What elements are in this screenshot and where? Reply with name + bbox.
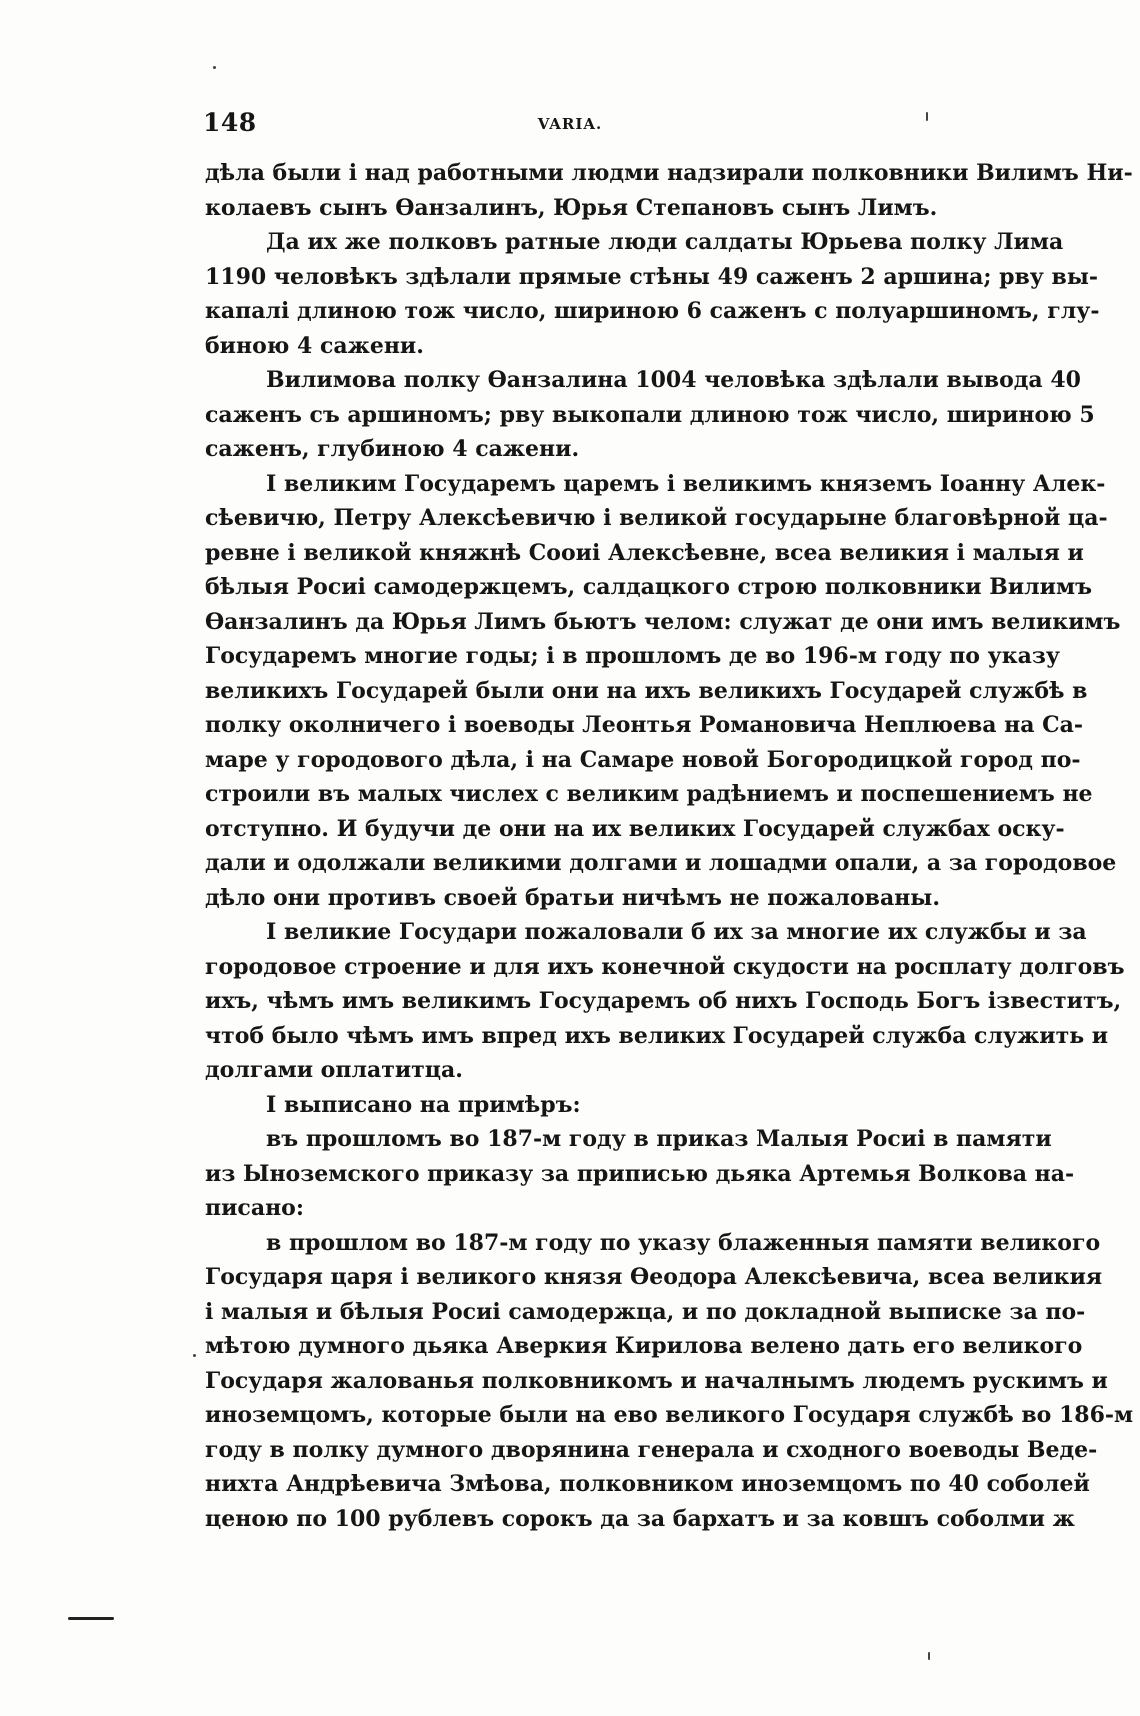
text-line: писано: [205, 1195, 304, 1221]
text-line: дѣла были і над работными людми надзирали полковники Вилимъ Ни- [205, 160, 1133, 186]
text-line: въ прошломъ во 187-м году в приказ Малыя Росиі в памяти [266, 1126, 1052, 1152]
text-line: маре у городового дѣла, і на Самаре новой Богородицкой город по- [205, 746, 1081, 773]
text-line: великихъ Государей были они на ихъ великихъ Государей службѣ в [205, 677, 1088, 704]
text-line: і малыя и бѣлыя Росиі самодержца, и по докладной выписке за по- [205, 1298, 1086, 1325]
text-line: ихъ, чѣмъ имъ великимъ Государемъ об нихъ Господь Богъ ізвеститъ, [205, 988, 1122, 1014]
text-line: чтоб было чѣмъ имъ впред ихъ великих Государей служба служить и [205, 1022, 1109, 1049]
text-line: І выписано на примѣръ: [266, 1091, 581, 1118]
text-line: 1190 человѣкъ здѣлали прямые стѣны 49 саженъ 2 аршина; рву вы- [205, 263, 1099, 290]
text-line: ревне і великой княжнѣ Сооиі Алексѣевне, всеа великия і малыя и [205, 539, 1084, 566]
scan-speck [928, 1652, 930, 1660]
text-line: строили въ малых числех с великим радѣниемъ и поспешениемъ не [205, 781, 1093, 807]
text-line: капалі длиною тож число, шириною 6 саженъ с полуаршиномъ, глу- [205, 298, 1100, 324]
text-line: Да их же полковъ ратные люди салдаты Юрьева полку Лима [266, 229, 1064, 255]
text-line: долгами оплатитца. [205, 1057, 463, 1083]
text-line: Вилимова полку Өанзалина 1004 человѣка здѣлали вывода 40 [266, 367, 1081, 393]
text-line: дѣло они противъ своей братьи ничѣмъ не пожалованы. [205, 884, 941, 911]
text-line: Государя царя і великого князя Өеодора Алексѣевича, всеа великия [205, 1264, 1103, 1290]
text-line: Государемъ многие годы; і в прошломъ де во 196-м году по указу [205, 643, 1060, 669]
text-line: саженъ съ аршиномъ; рву выкопали длиною тож число, шириною 5 [205, 401, 1095, 428]
text-line: биною 4 сажени. [205, 332, 424, 359]
text-line: дали и одолжали великими долгами и лошадми опали, а за городовое [205, 850, 1117, 876]
text-line: І великие Государи пожаловали б их за многие их службы и за [266, 919, 1087, 945]
scan-speck [213, 66, 216, 69]
text-line: сѣевичю, Петру Алексѣевичю і великой государыне благовѣрной ца- [205, 505, 1108, 531]
page-number: 148 [203, 108, 257, 137]
text-line: нихта Андрѣевича Змѣова, полковником иноземцомъ по 40 соболей [205, 1471, 1090, 1497]
text-line: ценою по 100 рублевъ сорокъ да за бархатъ и за ковшъ соболми ж [205, 1505, 1075, 1532]
text-line: иноземцомъ, которые были на ево великого Государя службѣ во 186-м [205, 1402, 1134, 1428]
scan-speck [193, 1354, 196, 1357]
margin-mark [68, 1617, 114, 1620]
running-head: VARIA. [537, 115, 603, 133]
text-line: полку околничего і воеводы Леонтья Романовича Неплюева на Са- [205, 712, 1084, 738]
text-line: бѣлыя Росиі самодержцемъ, салдацкого строю полковники Вилимъ [205, 574, 1092, 600]
text-line: саженъ, глубиною 4 сажени. [205, 436, 580, 462]
text-line: отступно. И будучи де они на их великих Государей службах оску- [205, 815, 1065, 842]
text-line: Өанзалинъ да Юрья Лимъ бьютъ челом: служат де они имъ великимъ [205, 608, 1121, 635]
text-line: І великим Государемъ царемъ і великимъ княземъ Іоанну Алек- [266, 470, 1106, 497]
text-line: мѣтою думного дьяка Аверкия Кирилова велено дать его великого [205, 1333, 1083, 1359]
text-line: из Ыноземского приказу за приписью дьяка Артемья Волкова на- [205, 1160, 1075, 1187]
text-line: году в полку думного дворянина генерала и сходного воеводы Веде- [205, 1436, 1098, 1463]
text-line: Государя жалованья полковникомъ и началнымъ людемъ рускимъ и [205, 1367, 1108, 1394]
text-line: колаевъ сынъ Өанзалинъ, Юрья Степановъ сынъ Лимъ. [205, 194, 938, 221]
scan-speck [926, 112, 928, 121]
text-line: в прошлом во 187-м году по указу блаженныя памяти великого [266, 1229, 1101, 1256]
text-line: городовое строение и для ихъ конечной скудости на росплату долговъ [205, 953, 1125, 980]
body-text [205, 156, 1134, 1536]
